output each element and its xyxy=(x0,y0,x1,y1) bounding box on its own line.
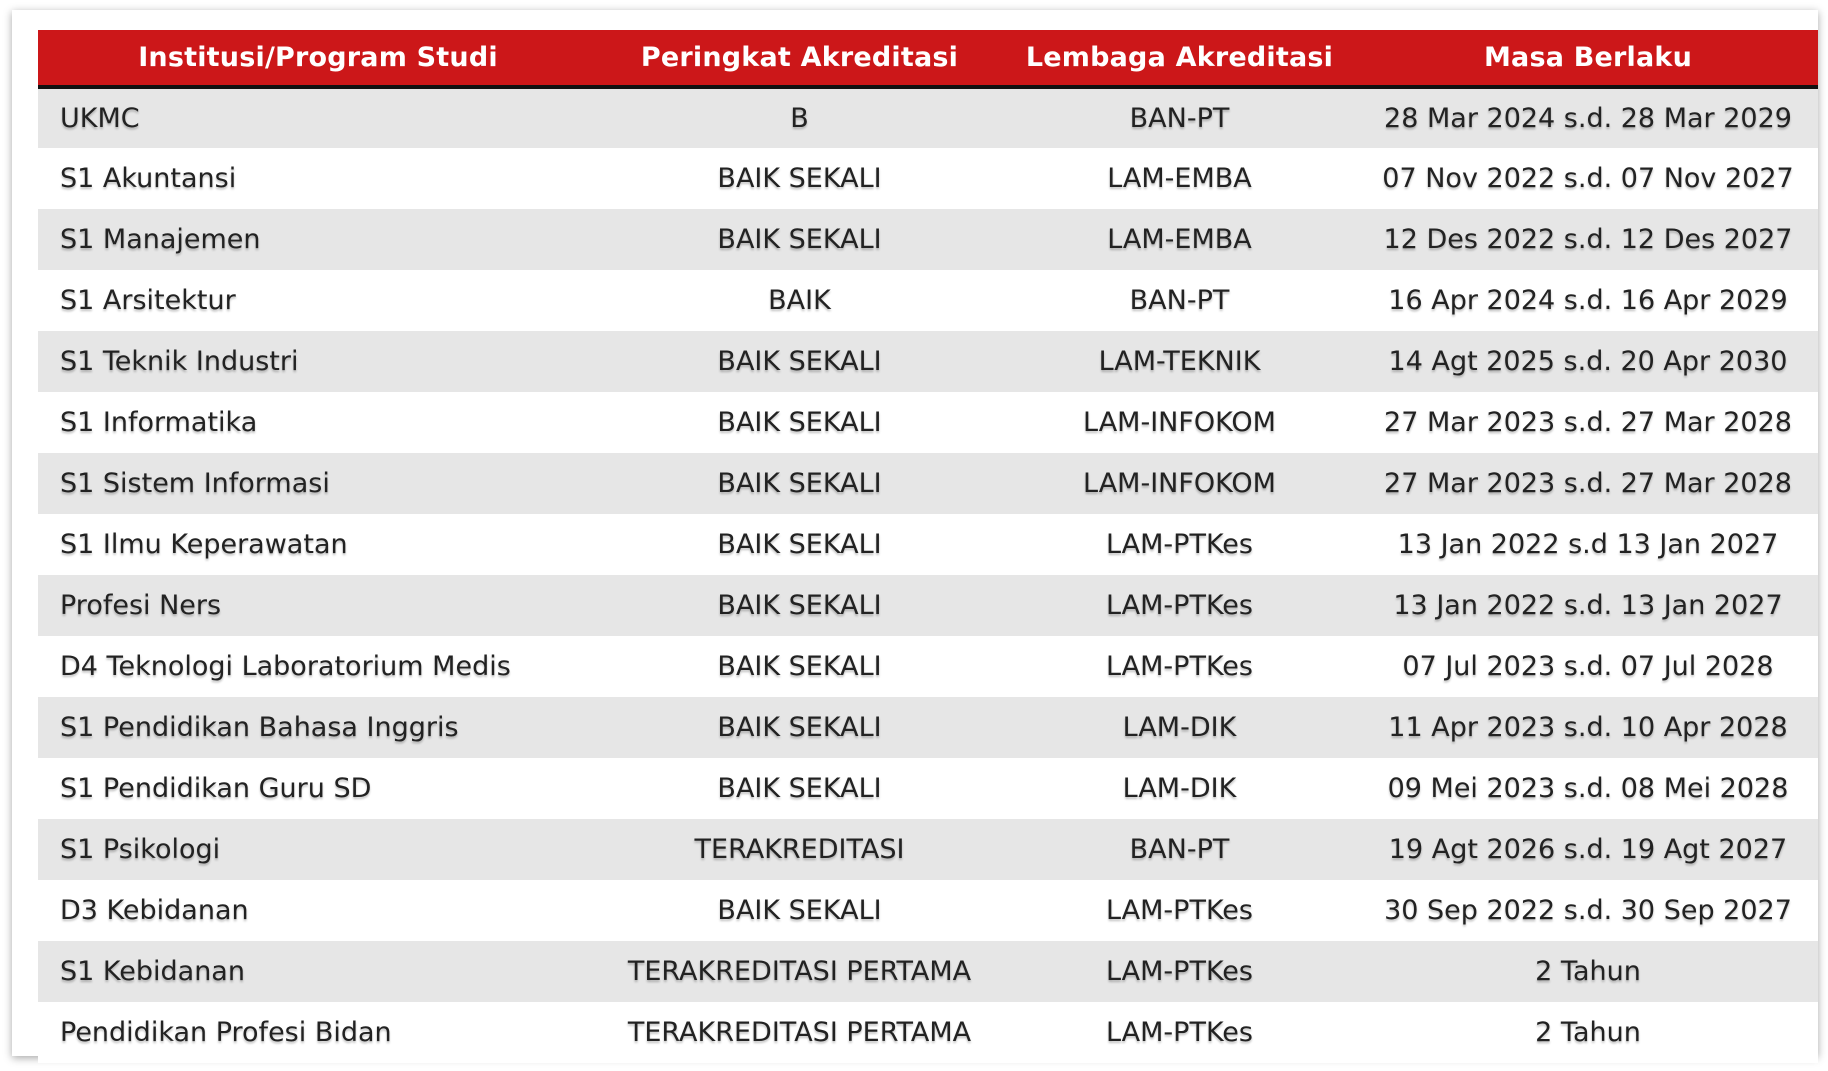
table-row xyxy=(38,819,1818,880)
cell-rank: TERAKREDITASI PERTAMA xyxy=(627,1017,972,1048)
cell-rank: BAIK SEKALI xyxy=(717,895,882,926)
cell-agency: LAM-PTKes xyxy=(1106,1017,1253,1048)
cell-program: Pendidikan Profesi Bidan xyxy=(60,1017,392,1048)
cell-rank: BAIK SEKALI xyxy=(717,529,882,560)
cell-rank: BAIK SEKALI xyxy=(717,712,882,743)
cell-validity: 30 Sep 2022 s.d. 30 Sep 2027 xyxy=(1384,895,1792,926)
cell-rank: TERAKREDITASI PERTAMA xyxy=(627,956,972,987)
table-row xyxy=(38,1002,1818,1063)
cell-agency: BAN-PT xyxy=(1129,103,1230,134)
cell-rank: BAIK SEKALI xyxy=(717,407,882,438)
cell-validity: 2 Tahun xyxy=(1535,1017,1641,1048)
cell-program: S1 Ilmu Keperawatan xyxy=(60,529,348,560)
table-row xyxy=(38,941,1818,1002)
cell-program: S1 Psikologi xyxy=(60,834,221,865)
header-row xyxy=(38,30,1818,87)
cell-agency: LAM-PTKes xyxy=(1106,956,1253,987)
cell-agency: LAM-DIK xyxy=(1122,712,1237,743)
cell-agency: LAM-TEKNIK xyxy=(1098,346,1261,377)
cell-validity: 2 Tahun xyxy=(1535,956,1641,987)
cell-rank: BAIK SEKALI xyxy=(717,651,882,682)
header-agency: Lembaga Akreditasi xyxy=(1001,30,1358,87)
table-row xyxy=(38,880,1818,941)
header-program: Institusi/Program Studi xyxy=(38,30,598,87)
cell-agency: LAM-INFOKOM xyxy=(1083,407,1276,438)
cell-program: S1 Manajemen xyxy=(60,224,261,255)
table-row xyxy=(38,453,1818,514)
cell-validity: 19 Agt 2026 s.d. 19 Agt 2027 xyxy=(1388,834,1788,865)
cell-program: S1 Pendidikan Guru SD xyxy=(60,773,372,804)
table-row xyxy=(38,636,1818,697)
table-row xyxy=(38,87,1818,148)
cell-rank: BAIK SEKALI xyxy=(717,590,882,621)
cell-agency: LAM-DIK xyxy=(1122,773,1237,804)
cell-validity: 09 Mei 2023 s.d. 08 Mei 2028 xyxy=(1387,773,1789,804)
cell-agency: LAM-EMBA xyxy=(1107,224,1252,255)
table-row xyxy=(38,758,1818,819)
cell-rank: B xyxy=(790,103,809,134)
cell-validity: 28 Mar 2024 s.d. 28 Mar 2029 xyxy=(1384,103,1792,134)
cell-rank: BAIK SEKALI xyxy=(717,163,882,194)
cell-rank: BAIK xyxy=(768,285,831,316)
cell-program: S1 Arsitektur xyxy=(60,285,236,316)
cell-program: S1 Teknik Industri xyxy=(60,346,299,377)
cell-rank: TERAKREDITASI xyxy=(694,834,905,865)
table-row xyxy=(38,270,1818,331)
table-row xyxy=(38,331,1818,392)
table-row xyxy=(38,148,1818,209)
table-body xyxy=(38,87,1818,1063)
cell-validity: 27 Mar 2023 s.d. 27 Mar 2028 xyxy=(1384,407,1792,438)
cell-agency: LAM-PTKes xyxy=(1106,529,1253,560)
cell-rank: BAIK SEKALI xyxy=(717,224,882,255)
cell-program: S1 Akuntansi xyxy=(60,163,237,194)
cell-validity: 16 Apr 2024 s.d. 16 Apr 2029 xyxy=(1388,285,1788,316)
cell-program: S1 Informatika xyxy=(60,407,258,438)
table-header xyxy=(38,30,1818,87)
cell-validity: 12 Des 2022 s.d. 12 Des 2027 xyxy=(1383,224,1793,255)
cell-agency: LAM-INFOKOM xyxy=(1083,468,1276,499)
cell-validity: 07 Jul 2023 s.d. 07 Jul 2028 xyxy=(1402,651,1774,682)
cell-program: S1 Sistem Informasi xyxy=(60,468,330,499)
table-row xyxy=(38,209,1818,270)
cell-validity: 27 Mar 2023 s.d. 27 Mar 2028 xyxy=(1384,468,1792,499)
table-row xyxy=(38,514,1818,575)
header-validity: Masa Berlaku xyxy=(1358,30,1818,87)
cell-program: S1 Pendidikan Bahasa Inggris xyxy=(60,712,459,743)
table-row xyxy=(38,697,1818,758)
cell-validity: 14 Agt 2025 s.d. 20 Apr 2030 xyxy=(1388,346,1788,377)
cell-program: S1 Kebidanan xyxy=(60,956,245,987)
cell-program: Profesi Ners xyxy=(60,590,222,621)
cell-agency: BAN-PT xyxy=(1129,834,1230,865)
cell-rank: BAIK SEKALI xyxy=(717,468,882,499)
cell-validity: 13 Jan 2022 s.d 13 Jan 2027 xyxy=(1397,529,1779,560)
cell-validity: 13 Jan 2022 s.d. 13 Jan 2027 xyxy=(1393,590,1783,621)
cell-rank: BAIK SEKALI xyxy=(717,773,882,804)
cell-rank: BAIK SEKALI xyxy=(717,346,882,377)
cell-validity: 07 Nov 2022 s.d. 07 Nov 2027 xyxy=(1382,163,1794,194)
cell-program: UKMC xyxy=(60,103,140,134)
cell-program: D3 Kebidanan xyxy=(60,895,249,926)
cell-agency: LAM-PTKes xyxy=(1106,895,1253,926)
cell-validity: 11 Apr 2023 s.d. 10 Apr 2028 xyxy=(1388,712,1788,743)
cell-program: D4 Teknologi Laboratorium Medis xyxy=(60,651,511,682)
table-row xyxy=(38,392,1818,453)
header-rank: Peringkat Akreditasi xyxy=(598,30,1001,87)
cell-agency: BAN-PT xyxy=(1129,285,1230,316)
cell-agency: LAM-PTKes xyxy=(1106,651,1253,682)
table-row xyxy=(38,575,1818,636)
accreditation-table xyxy=(38,30,1818,1063)
cell-agency: LAM-PTKes xyxy=(1106,590,1253,621)
accreditation-card xyxy=(12,10,1818,1056)
cell-agency: LAM-EMBA xyxy=(1107,163,1252,194)
